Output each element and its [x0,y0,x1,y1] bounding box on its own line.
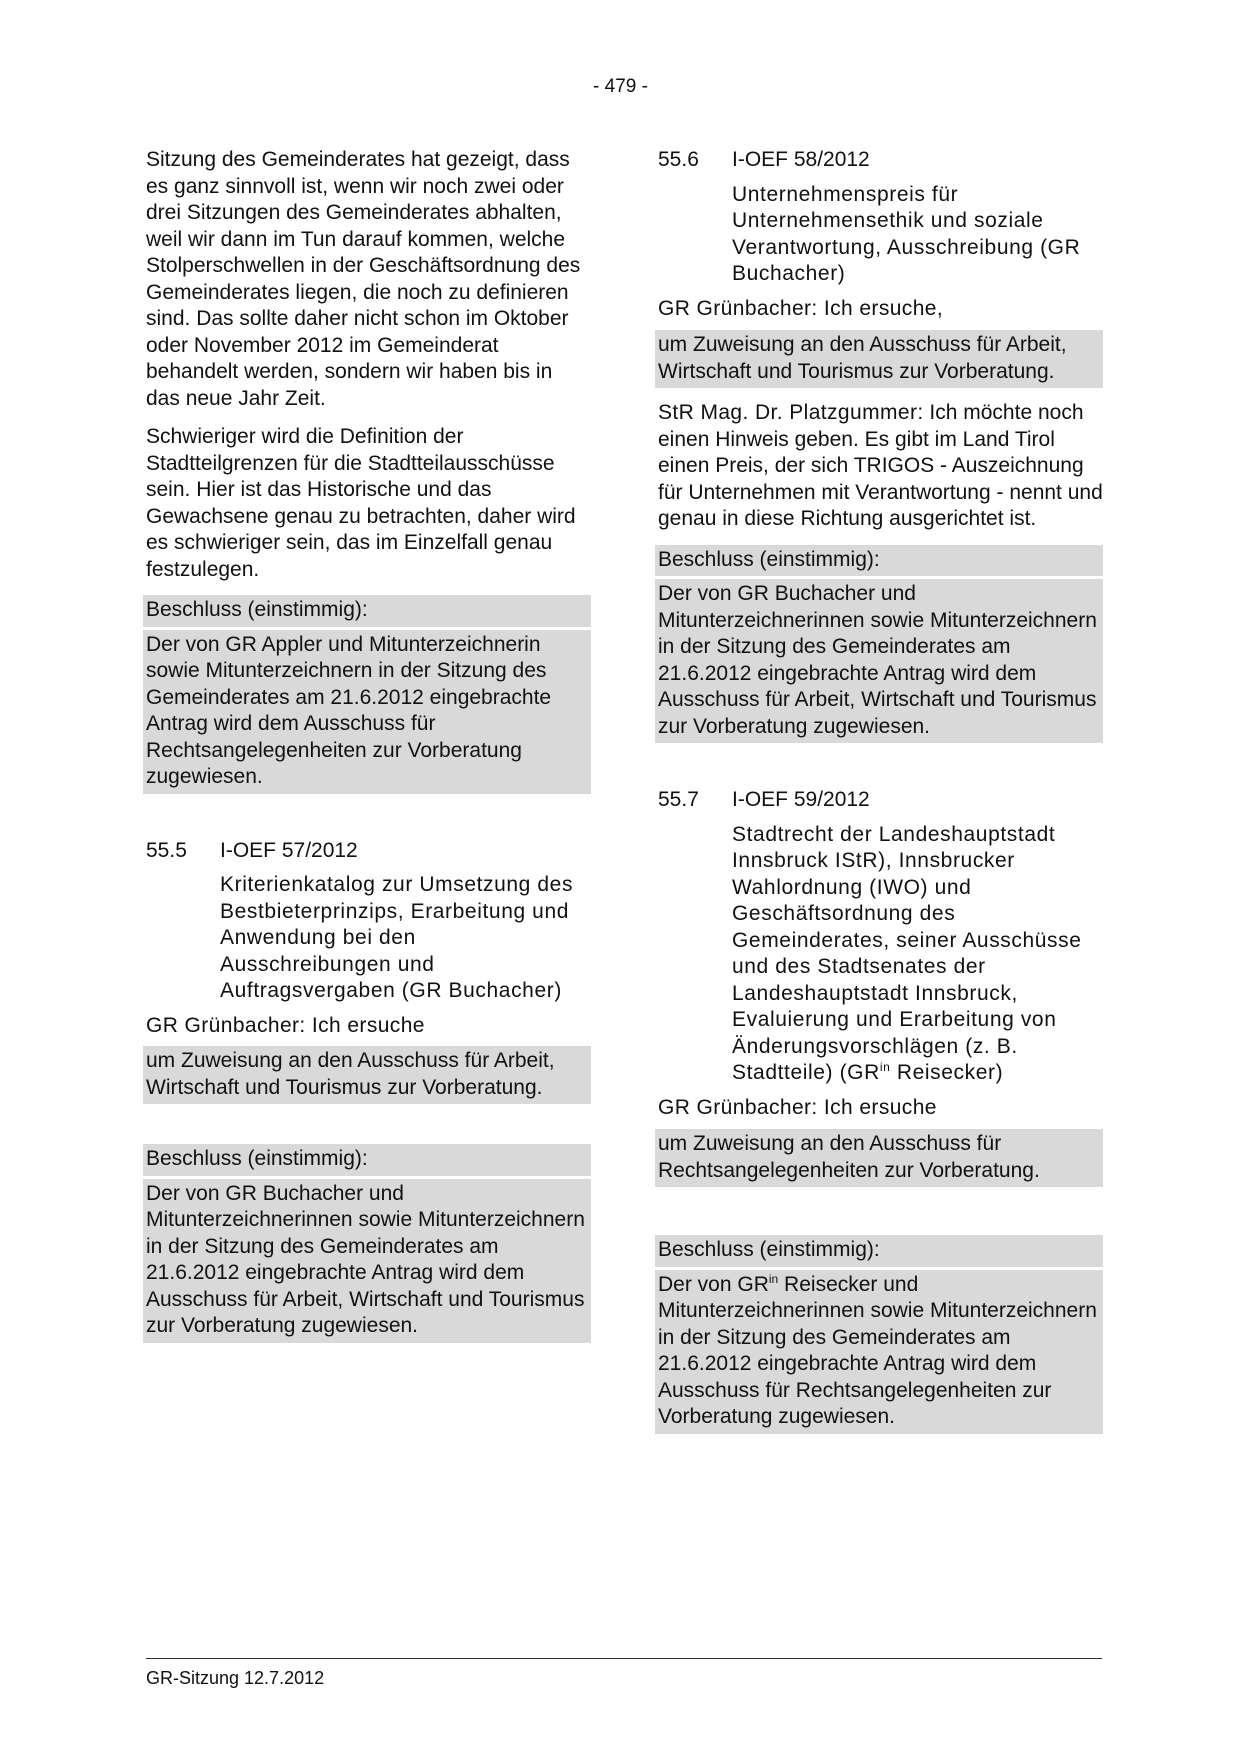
left-column [146,147,591,1343]
second-paragraph: Schwieriger wird die Definition der Stadtteilgrenzen für die Stadtteilausschüsse sein. Hier ist das Historische und das Gewachsene genau zu betrachten, daher wird es schwieriger sein, das im Einzelfall genau festzulegen. [146,425,576,581]
superscript: in [879,1060,891,1074]
beschluss-label: Beschluss (einstimmig): [146,1147,368,1170]
beschluss-text-box [143,1179,591,1343]
request-text: um Zuweisung an den Ausschuss für Rechtsangelegenheiten zur Vorberatung. [658,1132,1040,1182]
request-text: um Zuweisung an den Ausschuss für Arbeit, Wirtschaft und Tourismus zur Vorberatung. [658,333,1067,383]
beschluss-text: Der von GR Buchacher und Mitunterzeichnerinnen sowie Mitunterzeichnern in der Sitzung des Gemeinderates am 21.6.2012 eingebrachte Antrag wird dem Ausschuss für Arbeit, Wirtschaft und Tourismus zur Vorberatung zugewiesen. [658,582,1097,738]
footer-divider [146,1658,1102,1659]
item-heading-55-7 [658,787,1103,814]
item-title: Unternehmenspreis für Unternehmensethik und soziale Verantwortung, Ausschreibung (GR Buchacher) [732,182,1081,285]
request-text: um Zuweisung an den Ausschuss für Arbeit, Wirtschaft und Tourismus zur Vorberatung. [146,1049,555,1099]
beschluss-text: Der von GR Appler und Mitunterzeichnerin sowie Mitunterzeichnern in der Sitzung des Gemeinderates am 21.6.2012 eingebrachte Antrag wird dem Ausschuss für Rechtsangelegenheiten zur Vorberatung zugewiesen. [146,632,552,788]
item-heading-55-6 [658,147,1103,174]
request-line: GR Grünbacher: Ich ersuche [658,1095,937,1119]
request-text-box [143,1046,591,1104]
beschluss-text: Der von GR Buchacher und Mitunterzeichnerinnen sowie Mitunterzeichnern in der Sitzung des Gemeinderates am 21.6.2012 eingebrachte Antrag wird dem Ausschuss für Arbeit, Wirtschaft und Tourismus zur Vorberatung zugewiesen. [146,1181,585,1337]
item-code: I-OEF 58/2012 [732,148,870,171]
beschluss-label: Beschluss (einstimmig): [658,1238,880,1261]
right-column [658,147,1103,1434]
superscript: in [768,1271,779,1286]
item-number: 55.6 [658,148,699,171]
intro-paragraph: Sitzung des Gemeinderates hat gezeigt, dass es ganz sinnvoll ist, wenn wir noch zwei oder drei Sitzungen des Gemeinderates abhalten, weil wir dann im Tun darauf kommen, welche Stolperschwellen in der Geschäftsordnung des Gemeinderates liegen, die noch zu definieren sind. Das sollte daher nicht schon im Oktober oder November 2012 im Gemeinderat behandelt werden, sondern wir haben bis in das neue Jahr Zeit. [146,148,581,410]
comment-text: Ich möchte noch einen Hinweis geben. Es gibt im Land Tirol einen Preis, der sich TRIGOS - Auszeichnung für Unternehmen mit Verantwortung - nennt und genau in diese Richtung ausgerichtet ist. [658,401,1103,530]
beschluss-label: Beschluss (einstimmig): [146,598,368,621]
item-title: Stadtrecht der Landeshauptstadt Innsbruck IStR), Innsbrucker Wahlordnung (IWO) und Geschäftsordnung des Gemeinderates, seiner Ausschüsse und des Stadtsenates der Landeshauptstadt Innsbruck, Evaluierung und Erarbeitung von Änderungsvorschlägen (z. B. Stadtteile) ($GR^{in}$ Reisecker) [732,822,1082,1084]
beschluss-label-box [143,595,591,627]
request-text-box [655,330,1103,388]
item-number: 55.7 [658,788,699,811]
item-code: I-OEF 59/2012 [732,788,870,811]
item-title: Kriterienkatalog zur Umsetzung des Bestbieterprinzips, Erarbeitung und Anwendung bei den Ausschreibungen und Auftragsvergaben (GR Buchacher) [220,873,574,1002]
item-heading-55-5 [146,838,591,865]
footer-text: GR-Sitzung 12.7.2012 [146,1668,325,1688]
beschluss-label-box [655,1235,1103,1267]
comment-paragraph [658,400,1103,533]
beschluss-text-box [655,579,1103,743]
request-line: GR Grünbacher: Ich ersuche, [658,296,944,320]
beschluss-text-box [655,1270,1103,1434]
request-text-box [655,1129,1103,1187]
comment-speaker: StR Mag. Dr. Platzgummer: [658,401,924,424]
beschluss-label: Beschluss (einstimmig): [658,547,880,571]
beschluss-text-box [143,630,591,794]
item-code: I-OEF 57/2012 [220,838,358,862]
request-line: GR Grünbacher: Ich ersuche [146,1013,425,1037]
beschluss-text: Der von $GR^{in}$ Reisecker und Mitunterzeichnerinnen sowie Mitunterzeichnern in der Sitzung des Gemeinderates am 21.6.2012 eingebrachte Antrag wird dem Ausschuss für Rechtsangelegenheiten zur Vorberatung zugewiesen. [658,1271,1097,1428]
beschluss-label-box [143,1144,591,1176]
beschluss-label-box [655,545,1103,577]
item-number: 55.5 [146,838,187,862]
page-number: - 479 - [593,76,648,97]
